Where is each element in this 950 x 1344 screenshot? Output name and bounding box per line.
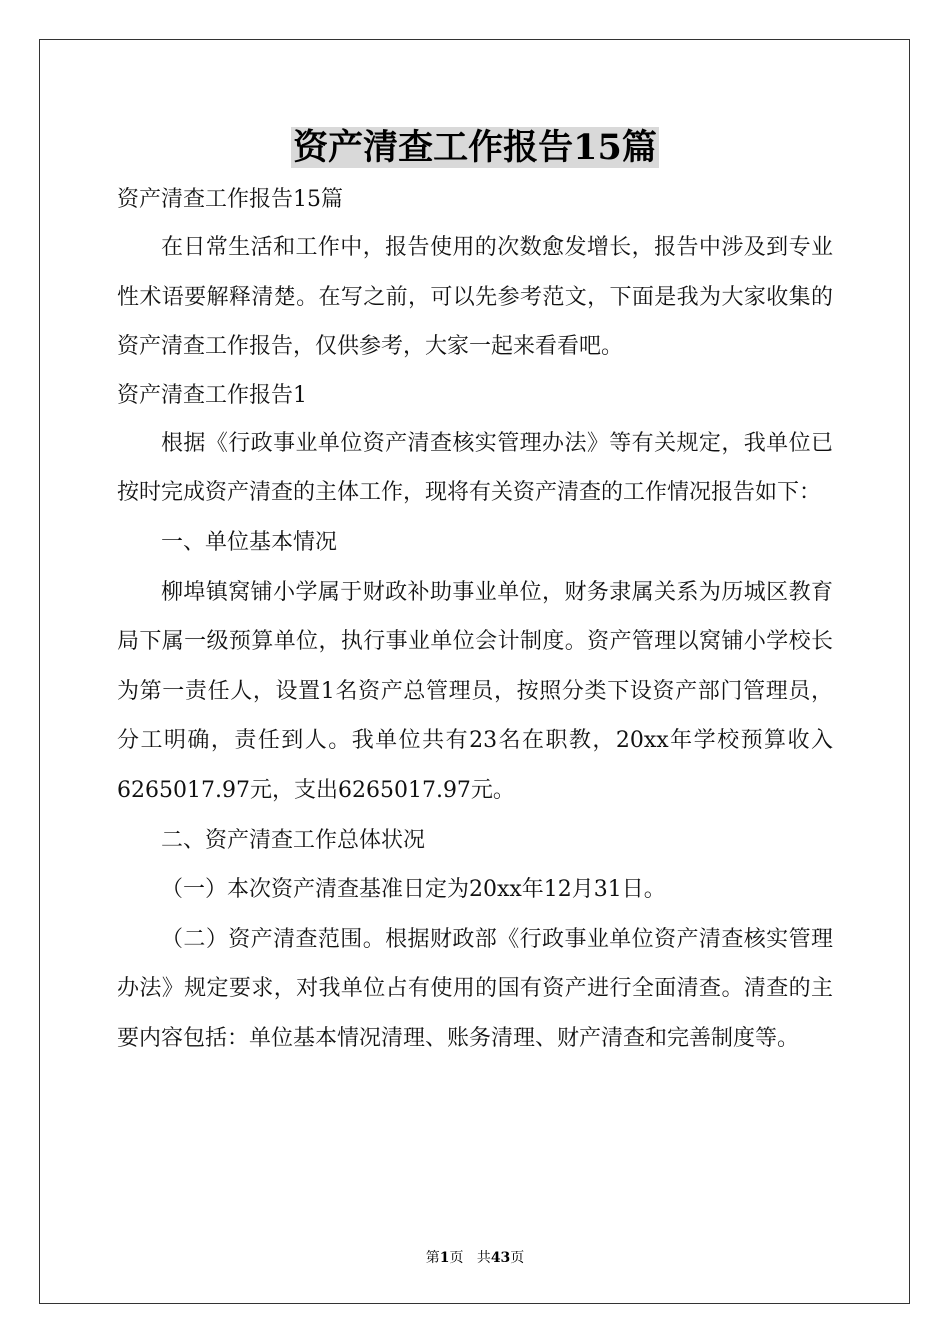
subtitle-paragraph: 资产清查工作报告15篇 bbox=[117, 187, 343, 212]
section-heading-report-1: 资产清查工作报告1 bbox=[117, 382, 307, 408]
footer-total-prefix: 共 bbox=[476, 1250, 491, 1266]
scope-paragraph: （二）资产清查范围。根据财政部《行政事业单位资产清查核实管理办法》规定要求，对我单位占有使用的国有资产进行全面清查。清查的主要内容包括：单位基本情况清理、账务清理、财产清查和完善制度等。 bbox=[117, 926, 833, 1051]
footer-page-prefix: 第 bbox=[425, 1250, 440, 1266]
page-footer bbox=[0, 1247, 950, 1267]
title-text: 资产清查工作报告15篇 bbox=[293, 127, 657, 168]
document-body bbox=[117, 176, 833, 1064]
unit-basics-paragraph: 柳埠镇窝铺小学属于财政补助事业单位，财务隶属关系为历城区教育局下属一级预算单位，执行事业单位会计制度。资产管理以窝铺小学校长为第一责任人，设置1名资产总管理员，按照分类下设资产部门管理员，分工明确，责任到人。我单位共有23名在职教，20xx年学校预算收入6265017.97元，支出6265017.97元。 bbox=[117, 579, 833, 803]
intro-paragraph: 在日常生活和工作中，报告使用的次数愈发增长，报告中涉及到专业性术语要解释清楚。在写之前，可以先参考范文，下面是我为大家收集的资产清查工作报告，仅供参考，大家一起来看看吧。 bbox=[117, 235, 833, 360]
footer-total-pages: 43 bbox=[490, 1250, 511, 1266]
document-title bbox=[0, 124, 950, 172]
footer-page-suffix: 页 bbox=[449, 1250, 464, 1266]
footer-page-number: 1 bbox=[439, 1250, 450, 1266]
footer-total-suffix: 页 bbox=[510, 1250, 525, 1266]
base-date-paragraph: （一）本次资产清查基准日定为20xx年12月31日。 bbox=[161, 877, 666, 903]
heading-unit-basics: 一、单位基本情况 bbox=[161, 529, 338, 555]
heading-overall-status: 二、资产清查工作总体状况 bbox=[161, 827, 426, 853]
report-intro-paragraph: 根据《行政事业单位资产清查核实管理办法》等有关规定，我单位已按时完成资产清查的主体工作，现将有关资产清查的工作情况报告如下： bbox=[117, 430, 833, 506]
